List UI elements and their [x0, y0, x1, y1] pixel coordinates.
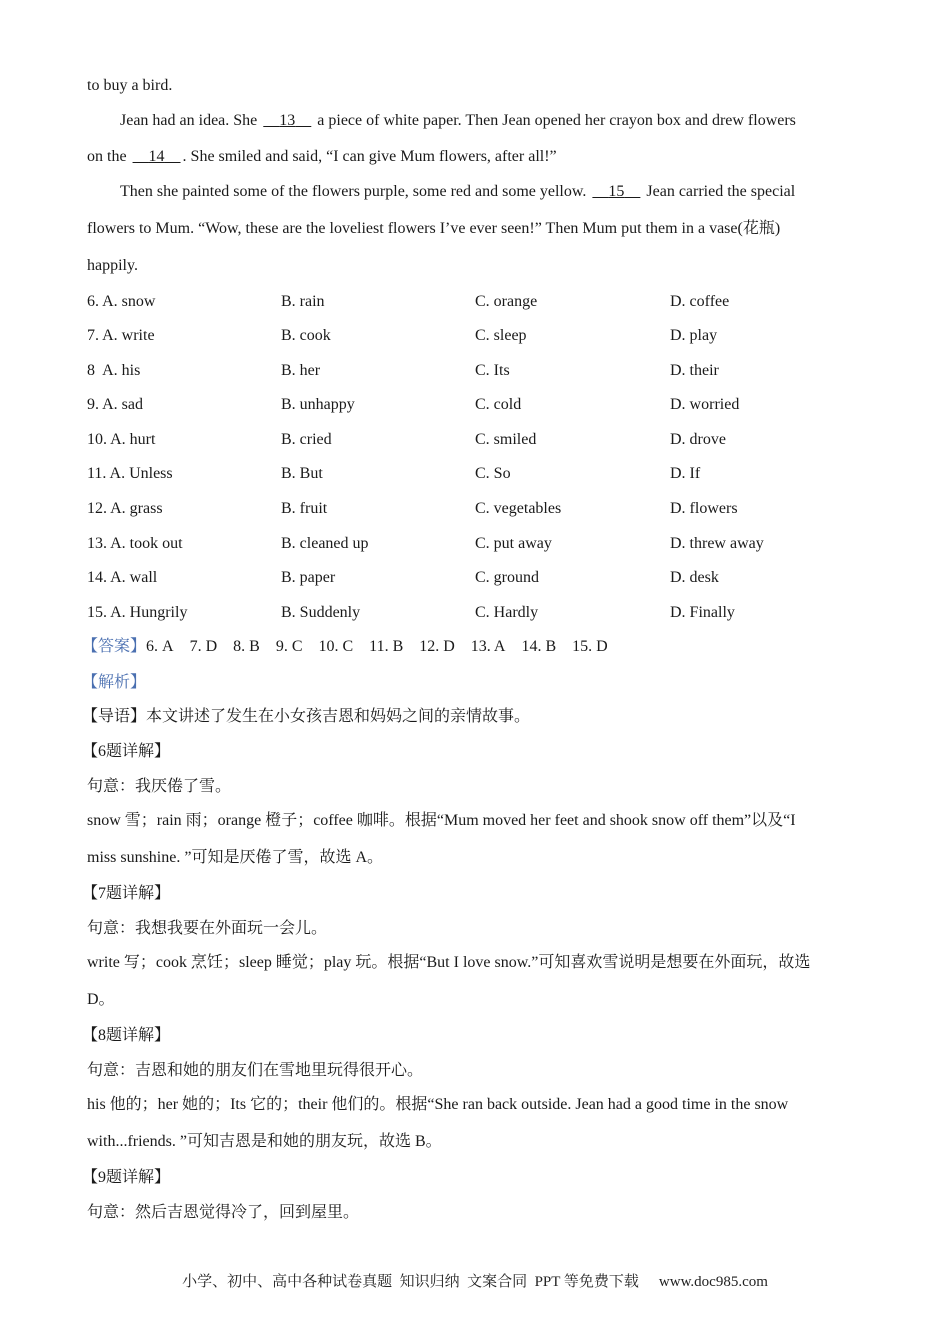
- option-row-8: [87, 361, 847, 383]
- passage-text: a piece of white paper. Then Jean opened her crayon box and drew flowers: [313, 112, 796, 129]
- option-d: D. play: [670, 327, 718, 344]
- answer-item: 9. C: [275, 638, 303, 655]
- passage-line: to buy a bird.: [87, 77, 173, 94]
- page-footer: [0, 1270, 950, 1291]
- q6-detail: snow 雪；rain 雨；orange 橙子；coffee 咖啡。根据“Mum moved her feet and shook snow off them”以及“I: [87, 812, 796, 829]
- answer-item: 6. A: [146, 638, 174, 655]
- answer-item: 12. D: [419, 638, 455, 655]
- passage-line: flowers to Mum. “Wow, these are the loveliest flowers I’ve ever seen!” Then Mum put them in a vase(花瓶): [87, 220, 781, 237]
- option-b: B. her: [281, 362, 321, 379]
- option-a: 14. A. wall: [87, 569, 158, 586]
- passage-line: [120, 182, 795, 202]
- option-b: B. fruit: [281, 500, 328, 517]
- option-a: 7. A. write: [87, 327, 155, 344]
- answer-item: 14. B: [521, 638, 557, 655]
- answer-item: 13. A: [470, 638, 506, 655]
- option-b: B. cook: [281, 327, 331, 344]
- passage-text: Jean carried the special: [642, 183, 796, 200]
- option-row-7: [87, 326, 847, 348]
- q7-detail: D。: [87, 991, 115, 1008]
- blank-13: 13: [279, 112, 296, 129]
- q8-detail: his 他的；her 她的；Its 它的；their 他们的。根据“She ran back outside. Jean had a good time in the snow: [87, 1096, 789, 1113]
- option-c: C. put away: [475, 535, 552, 552]
- blank-15: 15: [608, 183, 625, 200]
- option-a: 6. A. snow: [87, 293, 156, 310]
- q7-meaning: 句意：我想我要在外面玩一会儿。: [87, 920, 328, 937]
- answer-item: 7. D: [189, 638, 218, 655]
- option-d: D. coffee: [670, 293, 730, 310]
- option-row-12: [87, 499, 847, 521]
- option-a: 15. A. Hungrily: [87, 604, 188, 621]
- analysis-label: 【解析】: [82, 674, 147, 691]
- q8-title: 【8题详解】: [82, 1027, 171, 1044]
- q9-title: 【9题详解】: [82, 1169, 171, 1186]
- option-d: D. flowers: [670, 500, 738, 517]
- answer-item: 10. C: [318, 638, 354, 655]
- q6-detail: miss sunshine. ”可知是厌倦了雪，故选 A。: [87, 849, 384, 866]
- q7-title: 【7题详解】: [82, 885, 171, 902]
- option-a: 12. A. grass: [87, 500, 163, 517]
- option-c: C. ground: [475, 569, 539, 586]
- option-d: D. desk: [670, 569, 719, 586]
- option-d: D. worried: [670, 396, 740, 413]
- answer-label: 【答案】: [82, 638, 147, 655]
- answer-item: 11. B: [369, 638, 404, 655]
- guide-text: 【导语】本文讲述了发生在小女孩吉恩和妈妈之间的亲情故事。: [82, 708, 531, 725]
- answer-item: 15. D: [572, 638, 608, 655]
- option-row-6: [87, 292, 847, 314]
- passage-text: on the: [87, 148, 131, 165]
- option-row-9: [87, 395, 847, 417]
- option-a: 11. A. Unless: [87, 465, 173, 482]
- option-b: B. unhappy: [281, 396, 355, 413]
- option-d: D. drove: [670, 431, 726, 448]
- option-c: C. vegetables: [475, 500, 562, 517]
- q6-meaning: 句意：我厌倦了雪。: [87, 778, 232, 795]
- option-b: B. paper: [281, 569, 336, 586]
- passage-text: Then she painted some of the flowers purple, some red and some yellow.: [120, 183, 591, 200]
- passage-text: Jean had an idea. She: [120, 112, 262, 129]
- option-row-11: [87, 464, 847, 486]
- option-d: D. Finally: [670, 604, 735, 621]
- option-row-10: [87, 430, 847, 452]
- option-d: D. If: [670, 465, 701, 482]
- q8-detail: with...friends. ”可知吉恩是和她的朋友玩，故选 B。: [87, 1133, 442, 1150]
- option-b: B. cried: [281, 431, 332, 448]
- option-a: 8 A. his: [87, 362, 141, 379]
- footer-text: 小学、初中、高中各种试卷真题 知识归纳 文案合同 PPT 等免费下载: [182, 1274, 639, 1290]
- blank-14: 14: [148, 148, 165, 165]
- q7-detail: write 写；cook 烹饪；sleep 睡觉；play 玩。根据“But I love snow.”可知喜欢雪说明是想要在外面玩，故选: [87, 954, 811, 971]
- option-c: C. cold: [475, 396, 522, 413]
- q8-meaning: 句意：吉恩和她的朋友们在雪地里玩得很开心。: [87, 1062, 424, 1079]
- answer-line: [82, 637, 624, 657]
- passage-line: [120, 111, 796, 131]
- option-c: C. orange: [475, 293, 538, 310]
- option-b: B. cleaned up: [281, 535, 369, 552]
- option-row-13: [87, 534, 847, 556]
- option-c: C. smiled: [475, 431, 537, 448]
- passage-text: . She smiled and said, “I can give Mum flowers, after all!”: [182, 148, 557, 165]
- answer-item: 8. B: [233, 638, 260, 655]
- option-b: B. But: [281, 465, 323, 482]
- option-d: D. their: [670, 362, 719, 379]
- q6-title: 【6题详解】: [82, 743, 171, 760]
- option-a: 13. A. took out: [87, 535, 183, 552]
- option-row-15: [87, 603, 847, 625]
- option-c: C. So: [475, 465, 511, 482]
- footer-link[interactable]: www.doc985.com: [658, 1274, 768, 1290]
- option-row-14: [87, 568, 847, 590]
- option-c: C. Its: [475, 362, 510, 379]
- option-d: D. threw away: [670, 535, 764, 552]
- option-a: 10. A. hurt: [87, 431, 156, 448]
- option-b: B. Suddenly: [281, 604, 361, 621]
- passage-line: [87, 147, 557, 167]
- option-a: 9. A. sad: [87, 396, 143, 413]
- option-c: C. Hardly: [475, 604, 539, 621]
- option-b: B. rain: [281, 293, 325, 310]
- option-c: C. sleep: [475, 327, 527, 344]
- passage-line: happily.: [87, 257, 138, 274]
- q9-meaning: 句意：然后吉恩觉得冷了，回到屋里。: [87, 1204, 360, 1221]
